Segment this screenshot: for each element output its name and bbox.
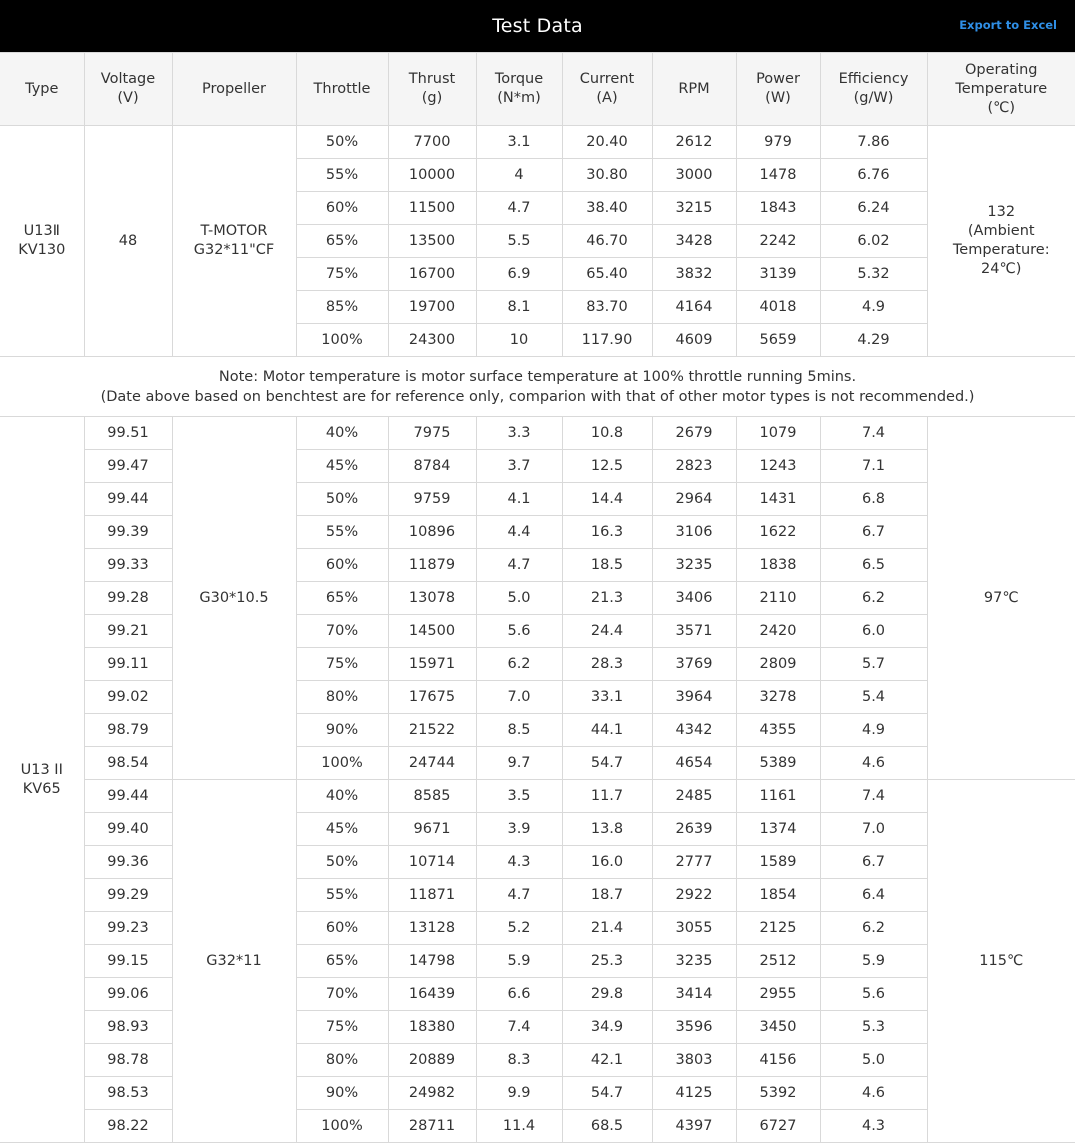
table-row xyxy=(0,1077,1075,1110)
voltage-cell: 99.33 xyxy=(84,549,172,582)
table-row xyxy=(0,747,1075,780)
torque-cell: 5.9 xyxy=(476,945,562,978)
thrust-cell: 9671 xyxy=(388,813,476,846)
rpm-cell: 3803 xyxy=(652,1044,736,1077)
throttle-cell: 65% xyxy=(296,582,388,615)
throttle-cell: 40% xyxy=(296,417,388,450)
table-row xyxy=(0,1011,1075,1044)
power-cell: 1079 xyxy=(736,417,820,450)
efficiency-cell: 6.2 xyxy=(820,912,927,945)
current-cell: 46.70 xyxy=(562,225,652,258)
current-cell: 54.7 xyxy=(562,1077,652,1110)
voltage-cell: 98.79 xyxy=(84,714,172,747)
throttle-cell: 55% xyxy=(296,879,388,912)
throttle-cell: 40% xyxy=(296,780,388,813)
rpm-cell: 3106 xyxy=(652,516,736,549)
power-cell: 4156 xyxy=(736,1044,820,1077)
current-cell: 25.3 xyxy=(562,945,652,978)
voltage-cell: 98.54 xyxy=(84,747,172,780)
efficiency-cell: 6.0 xyxy=(820,615,927,648)
table-row xyxy=(0,1044,1075,1077)
throttle-cell: 75% xyxy=(296,648,388,681)
voltage-cell: 98.93 xyxy=(84,1011,172,1044)
throttle-cell: 65% xyxy=(296,225,388,258)
power-cell: 5392 xyxy=(736,1077,820,1110)
voltage-cell: 98.53 xyxy=(84,1077,172,1110)
current-cell: 10.8 xyxy=(562,417,652,450)
thrust-cell: 24982 xyxy=(388,1077,476,1110)
export-to-excel-link[interactable]: Export to Excel xyxy=(959,18,1057,32)
column-header-thrust: Thrust (g) xyxy=(388,53,476,126)
torque-cell: 11.4 xyxy=(476,1110,562,1143)
column-header-current: Current (A) xyxy=(562,53,652,126)
efficiency-cell: 4.3 xyxy=(820,1110,927,1143)
current-cell: 21.3 xyxy=(562,582,652,615)
column-header-throttle: Throttle xyxy=(296,53,388,126)
efficiency-cell: 6.02 xyxy=(820,225,927,258)
note-line-2: (Date above based on benchtest are for reference only, comparion with that of other motor types is not recommended.) xyxy=(100,388,975,405)
torque-cell: 10 xyxy=(476,324,562,357)
power-cell: 1374 xyxy=(736,813,820,846)
efficiency-cell: 4.6 xyxy=(820,747,927,780)
table-row xyxy=(0,549,1075,582)
current-cell: 54.7 xyxy=(562,747,652,780)
table-row xyxy=(0,1110,1075,1143)
thrust-cell: 15971 xyxy=(388,648,476,681)
torque-cell: 4.1 xyxy=(476,483,562,516)
power-cell: 4018 xyxy=(736,291,820,324)
voltage-cell: 99.23 xyxy=(84,912,172,945)
thrust-cell: 17675 xyxy=(388,681,476,714)
thrust-cell: 14500 xyxy=(388,615,476,648)
current-cell: 24.4 xyxy=(562,615,652,648)
current-cell: 38.40 xyxy=(562,192,652,225)
throttle-cell: 90% xyxy=(296,1077,388,1110)
table-row xyxy=(0,813,1075,846)
thrust-cell: 20889 xyxy=(388,1044,476,1077)
throttle-cell: 80% xyxy=(296,681,388,714)
efficiency-cell: 4.9 xyxy=(820,714,927,747)
efficiency-cell: 4.6 xyxy=(820,1077,927,1110)
torque-cell: 6.6 xyxy=(476,978,562,1011)
thrust-cell: 13078 xyxy=(388,582,476,615)
power-cell: 979 xyxy=(736,126,820,159)
power-cell: 2420 xyxy=(736,615,820,648)
rpm-cell: 3414 xyxy=(652,978,736,1011)
current-cell: 68.5 xyxy=(562,1110,652,1143)
current-cell: 83.70 xyxy=(562,291,652,324)
table-row xyxy=(0,615,1075,648)
current-cell: 12.5 xyxy=(562,450,652,483)
voltage-cell: 99.51 xyxy=(84,417,172,450)
current-cell: 33.1 xyxy=(562,681,652,714)
throttle-cell: 50% xyxy=(296,126,388,159)
throttle-cell: 55% xyxy=(296,159,388,192)
thrust-cell: 24300 xyxy=(388,324,476,357)
table-row xyxy=(0,714,1075,747)
table-row xyxy=(0,450,1075,483)
rpm-cell: 2964 xyxy=(652,483,736,516)
throttle-cell: 75% xyxy=(296,1011,388,1044)
table-row xyxy=(0,516,1075,549)
efficiency-cell: 6.8 xyxy=(820,483,927,516)
throttle-cell: 60% xyxy=(296,549,388,582)
current-cell: 16.3 xyxy=(562,516,652,549)
temperature-cell: 115℃ xyxy=(927,780,1075,1143)
torque-cell: 6.9 xyxy=(476,258,562,291)
torque-cell: 3.1 xyxy=(476,126,562,159)
thrust-cell: 11500 xyxy=(388,192,476,225)
thrust-cell: 18380 xyxy=(388,1011,476,1044)
torque-cell: 8.5 xyxy=(476,714,562,747)
current-cell: 18.7 xyxy=(562,879,652,912)
throttle-cell: 100% xyxy=(296,324,388,357)
efficiency-cell: 7.4 xyxy=(820,780,927,813)
voltage-cell: 99.39 xyxy=(84,516,172,549)
header-bar xyxy=(0,0,1075,52)
power-cell: 2955 xyxy=(736,978,820,1011)
thrust-cell: 10000 xyxy=(388,159,476,192)
thrust-cell: 10896 xyxy=(388,516,476,549)
power-cell: 1243 xyxy=(736,450,820,483)
throttle-cell: 80% xyxy=(296,1044,388,1077)
efficiency-cell: 5.9 xyxy=(820,945,927,978)
efficiency-cell: 5.4 xyxy=(820,681,927,714)
thrust-cell: 9759 xyxy=(388,483,476,516)
table-row xyxy=(0,945,1075,978)
rpm-cell: 2823 xyxy=(652,450,736,483)
table-row xyxy=(0,582,1075,615)
table-row xyxy=(0,483,1075,516)
table-row xyxy=(0,912,1075,945)
voltage-cell: 99.47 xyxy=(84,450,172,483)
current-cell: 20.40 xyxy=(562,126,652,159)
voltage-cell: 99.40 xyxy=(84,813,172,846)
rpm-cell: 3769 xyxy=(652,648,736,681)
torque-cell: 5.2 xyxy=(476,912,562,945)
current-cell: 21.4 xyxy=(562,912,652,945)
voltage-cell: 98.22 xyxy=(84,1110,172,1143)
throttle-cell: 85% xyxy=(296,291,388,324)
torque-cell: 5.0 xyxy=(476,582,562,615)
torque-cell: 5.5 xyxy=(476,225,562,258)
note-cell xyxy=(0,357,1075,417)
torque-cell: 8.1 xyxy=(476,291,562,324)
rpm-cell: 2639 xyxy=(652,813,736,846)
throttle-cell: 60% xyxy=(296,192,388,225)
efficiency-cell: 5.7 xyxy=(820,648,927,681)
voltage-cell: 99.21 xyxy=(84,615,172,648)
voltage-cell: 98.78 xyxy=(84,1044,172,1077)
power-cell: 6727 xyxy=(736,1110,820,1143)
power-cell: 1478 xyxy=(736,159,820,192)
power-cell: 1161 xyxy=(736,780,820,813)
current-cell: 11.7 xyxy=(562,780,652,813)
throttle-cell: 45% xyxy=(296,450,388,483)
table-row xyxy=(0,417,1075,450)
efficiency-cell: 7.1 xyxy=(820,450,927,483)
power-cell: 3278 xyxy=(736,681,820,714)
torque-cell: 6.2 xyxy=(476,648,562,681)
thrust-cell: 16439 xyxy=(388,978,476,1011)
torque-cell: 4.7 xyxy=(476,549,562,582)
current-cell: 65.40 xyxy=(562,258,652,291)
torque-cell: 3.7 xyxy=(476,450,562,483)
torque-cell: 4.7 xyxy=(476,192,562,225)
page-title: Test Data xyxy=(492,15,583,37)
efficiency-cell: 6.5 xyxy=(820,549,927,582)
rpm-cell: 2777 xyxy=(652,846,736,879)
thrust-cell: 7700 xyxy=(388,126,476,159)
throttle-cell: 100% xyxy=(296,747,388,780)
efficiency-cell: 6.4 xyxy=(820,879,927,912)
torque-cell: 4.7 xyxy=(476,879,562,912)
table-row xyxy=(0,648,1075,681)
temperature-cell: 132 (Ambient Temperature: 24℃) xyxy=(927,126,1075,357)
power-cell: 1589 xyxy=(736,846,820,879)
rpm-cell: 3215 xyxy=(652,192,736,225)
rpm-cell: 3832 xyxy=(652,258,736,291)
efficiency-cell: 6.76 xyxy=(820,159,927,192)
table-row xyxy=(0,780,1075,813)
throttle-cell: 75% xyxy=(296,258,388,291)
thrust-cell: 8585 xyxy=(388,780,476,813)
rpm-cell: 4164 xyxy=(652,291,736,324)
throttle-cell: 65% xyxy=(296,945,388,978)
voltage-cell: 99.11 xyxy=(84,648,172,681)
thrust-cell: 19700 xyxy=(388,291,476,324)
voltage-cell: 99.36 xyxy=(84,846,172,879)
power-cell: 3139 xyxy=(736,258,820,291)
current-cell: 29.8 xyxy=(562,978,652,1011)
test-data-table xyxy=(0,52,1075,1143)
current-cell: 34.9 xyxy=(562,1011,652,1044)
current-cell: 30.80 xyxy=(562,159,652,192)
power-cell: 4355 xyxy=(736,714,820,747)
table-row xyxy=(0,846,1075,879)
thrust-cell: 21522 xyxy=(388,714,476,747)
torque-cell: 7.0 xyxy=(476,681,562,714)
thrust-cell: 11871 xyxy=(388,879,476,912)
table-row xyxy=(0,126,1075,159)
current-cell: 16.0 xyxy=(562,846,652,879)
voltage-cell: 99.15 xyxy=(84,945,172,978)
torque-cell: 4 xyxy=(476,159,562,192)
rpm-cell: 3406 xyxy=(652,582,736,615)
rpm-cell: 4397 xyxy=(652,1110,736,1143)
efficiency-cell: 4.9 xyxy=(820,291,927,324)
thrust-cell: 28711 xyxy=(388,1110,476,1143)
column-header-efficiency: Efficiency (g/W) xyxy=(820,53,927,126)
column-header-power: Power (W) xyxy=(736,53,820,126)
column-header-torque: Torque (N*m) xyxy=(476,53,562,126)
rpm-cell: 3235 xyxy=(652,549,736,582)
power-cell: 2242 xyxy=(736,225,820,258)
rpm-cell: 4342 xyxy=(652,714,736,747)
torque-cell: 5.6 xyxy=(476,615,562,648)
thrust-cell: 7975 xyxy=(388,417,476,450)
efficiency-cell: 5.32 xyxy=(820,258,927,291)
rpm-cell: 2922 xyxy=(652,879,736,912)
torque-cell: 3.9 xyxy=(476,813,562,846)
efficiency-cell: 5.3 xyxy=(820,1011,927,1044)
thrust-cell: 24744 xyxy=(388,747,476,780)
torque-cell: 3.3 xyxy=(476,417,562,450)
voltage-cell: 99.02 xyxy=(84,681,172,714)
efficiency-cell: 6.2 xyxy=(820,582,927,615)
power-cell: 2809 xyxy=(736,648,820,681)
column-header-type: Type xyxy=(0,53,84,126)
power-cell: 2512 xyxy=(736,945,820,978)
torque-cell: 7.4 xyxy=(476,1011,562,1044)
column-header-rpm: RPM xyxy=(652,53,736,126)
rpm-cell: 3428 xyxy=(652,225,736,258)
current-cell: 42.1 xyxy=(562,1044,652,1077)
throttle-cell: 70% xyxy=(296,978,388,1011)
thrust-cell: 14798 xyxy=(388,945,476,978)
rpm-cell: 2679 xyxy=(652,417,736,450)
current-cell: 44.1 xyxy=(562,714,652,747)
table-row xyxy=(0,681,1075,714)
current-cell: 28.3 xyxy=(562,648,652,681)
current-cell: 13.8 xyxy=(562,813,652,846)
voltage-cell: 99.44 xyxy=(84,483,172,516)
column-header-temperature: Operating Temperature (℃) xyxy=(927,53,1075,126)
rpm-cell: 2612 xyxy=(652,126,736,159)
throttle-cell: 100% xyxy=(296,1110,388,1143)
efficiency-cell: 6.7 xyxy=(820,516,927,549)
power-cell: 1843 xyxy=(736,192,820,225)
propeller-cell: G32*11 xyxy=(172,780,296,1143)
current-cell: 117.90 xyxy=(562,324,652,357)
torque-cell: 9.9 xyxy=(476,1077,562,1110)
throttle-cell: 45% xyxy=(296,813,388,846)
throttle-cell: 60% xyxy=(296,912,388,945)
rpm-cell: 3055 xyxy=(652,912,736,945)
propeller-cell: T-MOTOR G32*11"CF xyxy=(172,126,296,357)
efficiency-cell: 6.7 xyxy=(820,846,927,879)
thrust-cell: 8784 xyxy=(388,450,476,483)
current-cell: 18.5 xyxy=(562,549,652,582)
torque-cell: 9.7 xyxy=(476,747,562,780)
table-row xyxy=(0,879,1075,912)
torque-cell: 4.3 xyxy=(476,846,562,879)
throttle-cell: 70% xyxy=(296,615,388,648)
note-line-1: Note: Motor temperature is motor surface temperature at 100% throttle running 5mins. xyxy=(218,368,857,385)
temperature-cell: 97℃ xyxy=(927,417,1075,780)
efficiency-cell: 7.86 xyxy=(820,126,927,159)
rpm-cell: 4654 xyxy=(652,747,736,780)
efficiency-cell: 4.29 xyxy=(820,324,927,357)
header-row xyxy=(0,53,1075,126)
thrust-cell: 13128 xyxy=(388,912,476,945)
table-row xyxy=(0,978,1075,1011)
power-cell: 3450 xyxy=(736,1011,820,1044)
rpm-cell: 4609 xyxy=(652,324,736,357)
torque-cell: 8.3 xyxy=(476,1044,562,1077)
voltage-cell: 48 xyxy=(84,126,172,357)
efficiency-cell: 5.6 xyxy=(820,978,927,1011)
rpm-cell: 3596 xyxy=(652,1011,736,1044)
throttle-cell: 90% xyxy=(296,714,388,747)
current-cell: 14.4 xyxy=(562,483,652,516)
power-cell: 1431 xyxy=(736,483,820,516)
thrust-cell: 16700 xyxy=(388,258,476,291)
efficiency-cell: 7.0 xyxy=(820,813,927,846)
rpm-cell: 3964 xyxy=(652,681,736,714)
voltage-cell: 99.29 xyxy=(84,879,172,912)
note-row xyxy=(0,357,1075,417)
torque-cell: 4.4 xyxy=(476,516,562,549)
torque-cell: 3.5 xyxy=(476,780,562,813)
efficiency-cell: 5.0 xyxy=(820,1044,927,1077)
thrust-cell: 11879 xyxy=(388,549,476,582)
power-cell: 1854 xyxy=(736,879,820,912)
rpm-cell: 4125 xyxy=(652,1077,736,1110)
propeller-cell: G30*10.5 xyxy=(172,417,296,780)
power-cell: 5389 xyxy=(736,747,820,780)
power-cell: 5659 xyxy=(736,324,820,357)
power-cell: 2110 xyxy=(736,582,820,615)
voltage-cell: 99.06 xyxy=(84,978,172,1011)
throttle-cell: 50% xyxy=(296,483,388,516)
rpm-cell: 3235 xyxy=(652,945,736,978)
efficiency-cell: 7.4 xyxy=(820,417,927,450)
power-cell: 1838 xyxy=(736,549,820,582)
power-cell: 2125 xyxy=(736,912,820,945)
voltage-cell: 99.28 xyxy=(84,582,172,615)
efficiency-cell: 6.24 xyxy=(820,192,927,225)
throttle-cell: 55% xyxy=(296,516,388,549)
thrust-cell: 13500 xyxy=(388,225,476,258)
rpm-cell: 3571 xyxy=(652,615,736,648)
rpm-cell: 3000 xyxy=(652,159,736,192)
voltage-cell: 99.44 xyxy=(84,780,172,813)
throttle-cell: 50% xyxy=(296,846,388,879)
type-cell: U13 II KV65 xyxy=(0,417,84,1143)
type-cell: U13Ⅱ KV130 xyxy=(0,126,84,357)
column-header-propeller: Propeller xyxy=(172,53,296,126)
power-cell: 1622 xyxy=(736,516,820,549)
thrust-cell: 10714 xyxy=(388,846,476,879)
rpm-cell: 2485 xyxy=(652,780,736,813)
column-header-voltage: Voltage (V) xyxy=(84,53,172,126)
